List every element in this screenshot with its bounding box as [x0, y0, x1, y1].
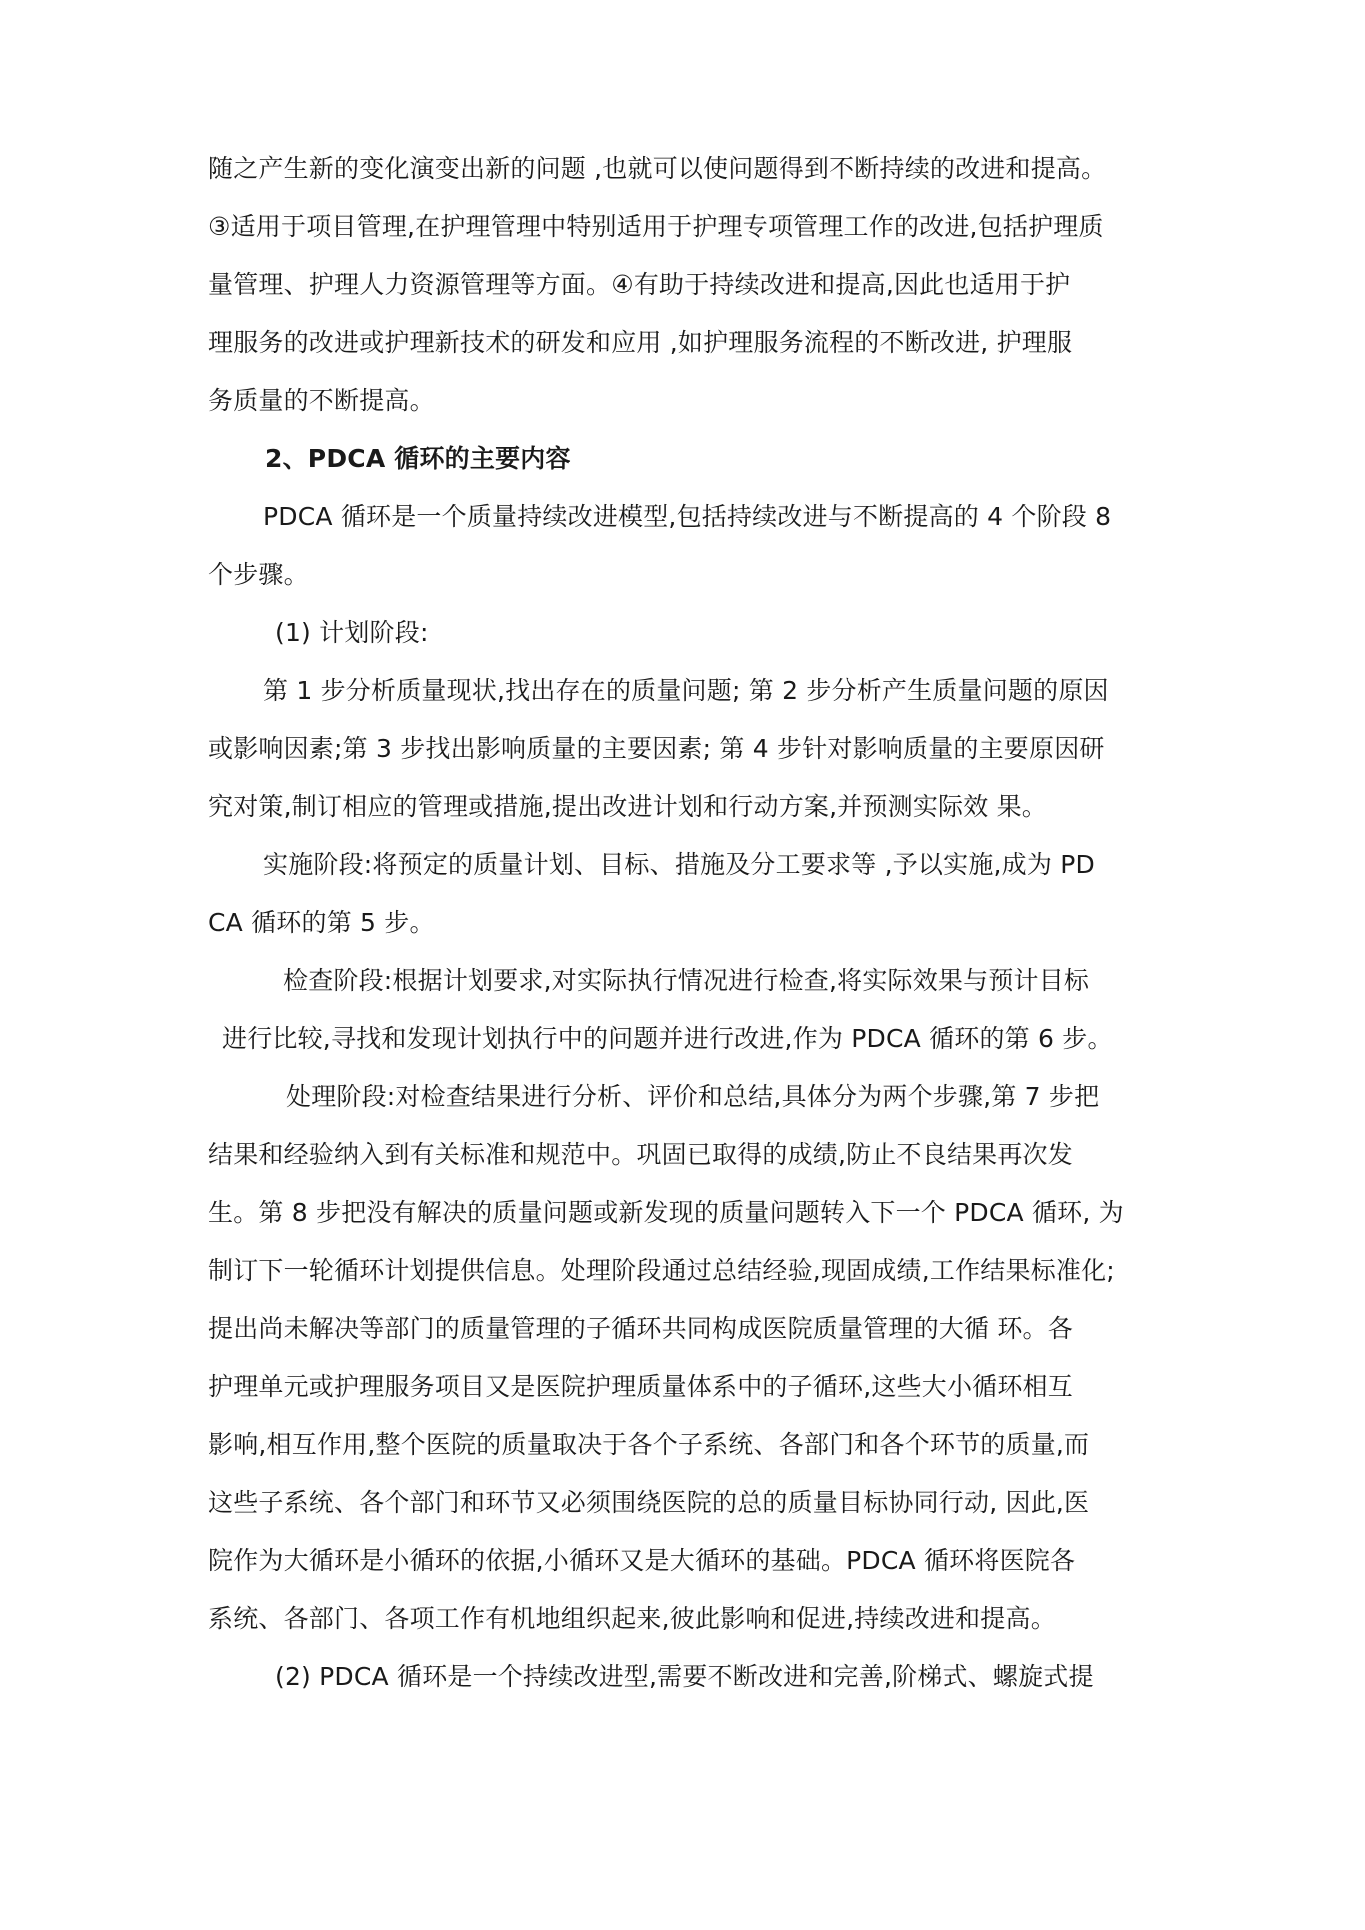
paragraph-line-13: 实施阶段:将预定的质量计划、目标、措施及分工要求等 ,予以实施,成为 PD	[263, 850, 1095, 879]
paragraph-line-23: 影响,相互作用,整个医院的质量取决于各个子系统、各部门和各个环节的质量,而	[208, 1430, 1090, 1459]
paragraph-line-4: 理服务的改进或护理新技术的研发和应用 ,如护理服务流程的不断改进, 护理服	[208, 328, 1073, 357]
section-heading: 2、PDCA 循环的主要内容	[265, 444, 571, 473]
paragraph-line-26: 系统、各部门、各项工作有机地组织起来,彼此影响和促进,持续改进和提高。	[208, 1604, 1056, 1633]
paragraph-line-15: 检查阶段:根据计划要求,对实际执行情况进行检查,将实际效果与预计目标	[283, 966, 1090, 995]
paragraph-line-3: 量管理、护理人力资源管理等方面。④有助于持续改进和提高,因此也适用于护	[208, 270, 1071, 299]
paragraph-line-16: 进行比较,寻找和发现计划执行中的问题并进行改进,作为 PDCA 循环的第 6 步。	[222, 1024, 1113, 1053]
paragraph-line-17: 处理阶段:对检查结果进行分析、评价和总结,具体分为两个步骤,第 7 步把	[286, 1082, 1100, 1111]
paragraph-line-24: 这些子系统、各个部门和环节又必须围绕医院的总的质量目标协同行动, 因此,医	[208, 1488, 1090, 1517]
paragraph-line-14: CA 循环的第 5 步。	[208, 908, 435, 937]
paragraph-line-1: 随之产生新的变化演变出新的问题 ,也就可以使问题得到不断持续的改进和提高。	[208, 154, 1107, 183]
paragraph-line-27: (2) PDCA 循环是一个持续改进型,需要不断改进和完善,阶梯式、螺旋式提	[275, 1662, 1094, 1691]
paragraph-line-11: 或影响因素;第 3 步找出影响质量的主要因素; 第 4 步针对影响质量的主要原因研	[208, 734, 1105, 763]
paragraph-line-5: 务质量的不断提高。	[208, 386, 435, 415]
paragraph-line-18: 结果和经验纳入到有关标准和规范中。巩固已取得的成绩,防止不良结果再次发	[208, 1140, 1073, 1169]
paragraph-line-10: 第 1 步分析质量现状,找出存在的质量问题; 第 2 步分析产生质量问题的原因	[263, 676, 1109, 705]
paragraph-line-7: PDCA 循环是一个质量持续改进模型,包括持续改进与不断提高的 4 个阶段 8	[263, 502, 1112, 531]
paragraph-line-22: 护理单元或护理服务项目又是医院护理质量体系中的子循环,这些大小循环相互	[208, 1372, 1073, 1401]
paragraph-line-25: 院作为大循环是小循环的依据,小循环又是大循环的基础。PDCA 循环将医院各	[208, 1546, 1076, 1575]
subsection-plan-heading: (1) 计划阶段:	[275, 618, 429, 647]
paragraph-line-2: ③适用于项目管理,在护理管理中特别适用于护理专项管理工作的改进,包括护理质	[208, 212, 1104, 241]
paragraph-line-20: 制订下一轮循环计划提供信息。处理阶段通过总结经验,现固成绩,工作结果标准化;	[208, 1256, 1115, 1285]
paragraph-line-12: 究对策,制订相应的管理或措施,提出改进计划和行动方案,并预测实际效 果。	[208, 792, 1047, 821]
paragraph-line-21: 提出尚未解决等部门的质量管理的子循环共同构成医院质量管理的大循 环。各	[208, 1314, 1073, 1343]
paragraph-line-8: 个步骤。	[208, 560, 309, 589]
paragraph-line-19: 生。第 8 步把没有解决的质量问题或新发现的质量问题转入下一个 PDCA 循环, 为	[208, 1198, 1124, 1227]
